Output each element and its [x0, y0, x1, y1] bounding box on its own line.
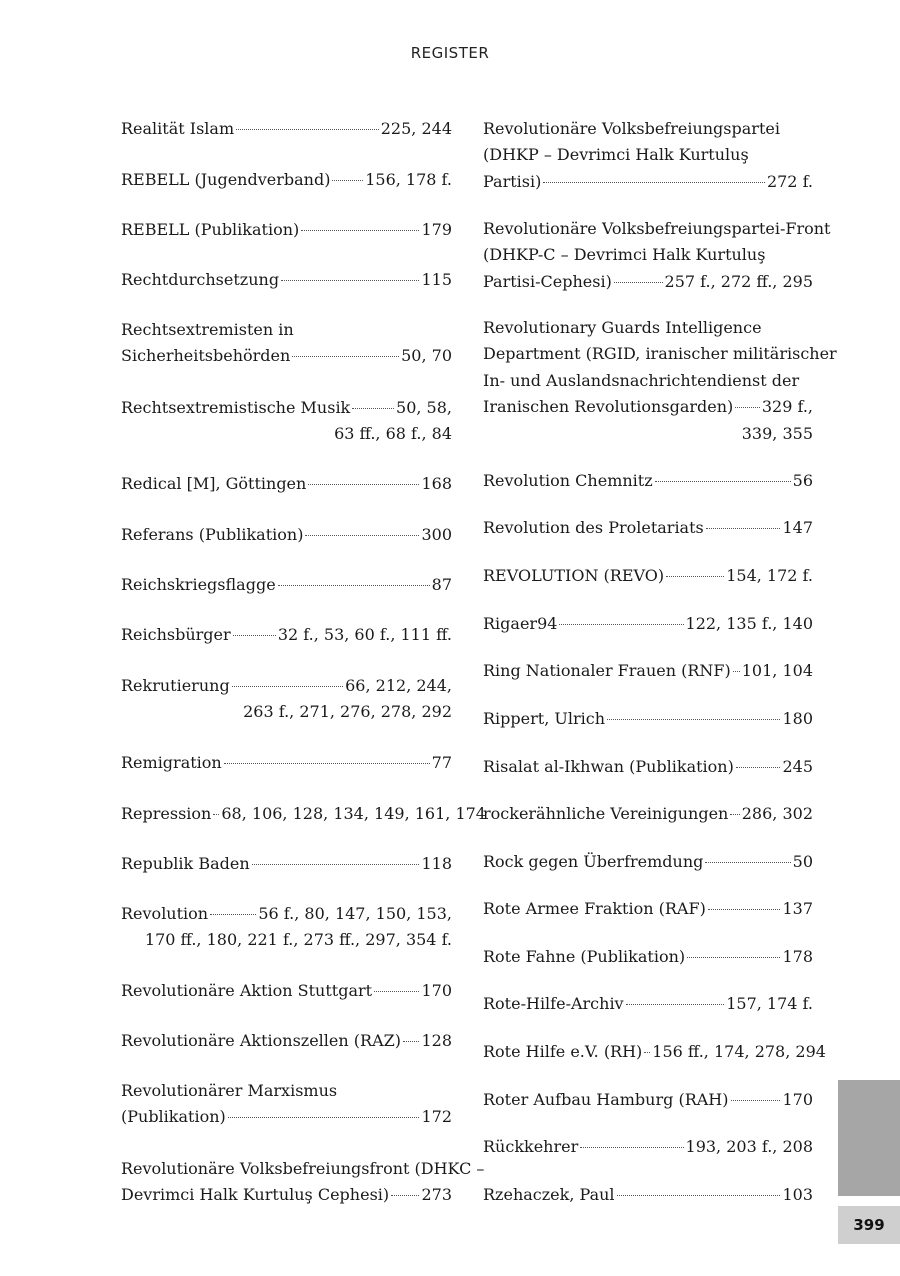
index-term: REBELL (Publikation) — [121, 220, 300, 239]
index-entry — [121, 395, 452, 448]
index-entry — [483, 1134, 813, 1160]
leader-dots — [278, 585, 430, 586]
page-references: 56 — [792, 471, 813, 490]
index-term: Rekrutierung — [121, 676, 230, 695]
index-term: Revolutionäre Volksbefreiungspartei — [483, 119, 780, 138]
index-entry — [121, 217, 452, 243]
page-references: 154, 172 f. — [726, 566, 813, 585]
index-term: Rote-Hilfe-Archiv — [483, 994, 624, 1013]
page-references: 128 — [421, 1031, 452, 1050]
index-term: (Publikation) — [121, 1107, 226, 1127]
index-entry — [483, 315, 837, 447]
page-references: 286, 302 — [741, 804, 813, 823]
index-term: Rock gegen Überfremdung — [483, 852, 704, 871]
index-term: Revolutionäre Volksbefreiungspartei-Front — [483, 219, 831, 238]
index-term: Revolutionärer Marxismus — [121, 1081, 338, 1100]
page-references: 118 — [421, 854, 452, 873]
index-term: Repression — [121, 804, 212, 823]
leader-dots — [281, 280, 419, 281]
index-term: Devrimci Halk Kurtuluş Cephesi) — [121, 1185, 390, 1205]
index-entry — [483, 611, 813, 637]
index-entry — [121, 673, 452, 726]
running-header: REGISTER — [410, 44, 490, 62]
page-references: 147 — [782, 518, 813, 537]
leader-dots — [233, 635, 276, 636]
index-term: Revolutionäre Volksbefreiungsfront (DHKC – — [121, 1159, 485, 1178]
index-entry — [121, 978, 452, 1004]
index-term: Referans (Publikation) — [121, 525, 304, 544]
leader-dots — [733, 671, 740, 672]
page-references: 156 ff., 174, 278, 294 — [652, 1042, 826, 1061]
index-entry — [483, 896, 813, 922]
index-entry — [121, 851, 452, 877]
leader-dots — [580, 1147, 683, 1148]
leader-dots — [352, 408, 394, 409]
index-term: Rote Fahne (Publikation) — [483, 947, 686, 966]
page-references: 193, 203 f., 208 — [685, 1137, 813, 1156]
page-references: 103 — [782, 1185, 813, 1204]
page-references: 101, 104 — [741, 661, 813, 680]
index-entry — [483, 563, 813, 589]
page-references: 178 — [782, 947, 813, 966]
index-entry — [121, 1156, 485, 1209]
index-term: Revolutionäre Aktion Stuttgart — [121, 981, 373, 1000]
page-number: 399 — [838, 1206, 900, 1244]
leader-dots — [236, 129, 379, 130]
index-entry — [483, 216, 831, 295]
leader-dots — [626, 1004, 725, 1005]
index-entry — [121, 1078, 452, 1131]
index-term: Iranischen Revolutionsgarden) — [483, 397, 734, 417]
index-term: Republik Baden — [121, 854, 250, 873]
page-references: 87 — [431, 575, 452, 594]
index-term: In- und Auslandsnachrichtendienst der — [483, 370, 800, 390]
leader-dots — [292, 356, 399, 357]
leader-dots — [374, 991, 419, 992]
thumb-index-tab — [838, 1080, 900, 1196]
index-term: REBELL (Jugendverband) — [121, 170, 331, 189]
index-term: (DHKP – Devrimci Halk Kurtuluş — [483, 145, 749, 165]
index-entry — [121, 267, 452, 293]
page-references: 300 — [421, 525, 452, 544]
page-references: 50 — [792, 852, 813, 871]
page-references: 179 — [421, 220, 452, 239]
index-term: Sicherheitsbehörden — [121, 346, 291, 366]
page-references: 329 f., — [761, 397, 813, 417]
index-term: Partisi) — [483, 171, 542, 191]
leader-dots — [730, 814, 739, 815]
index-term: Ring Nationaler Frauen (RNF) — [483, 661, 731, 680]
index-entry — [121, 572, 452, 598]
index-term: Reichsbürger — [121, 625, 231, 644]
leader-dots — [687, 957, 780, 958]
page-references: 157, 174 f. — [726, 994, 813, 1013]
index-entry — [121, 167, 452, 193]
page-references: 168 — [421, 474, 452, 493]
index-entry — [483, 801, 813, 827]
page-references: 180 — [782, 709, 813, 728]
index-entry — [121, 750, 452, 776]
page-references-continued: 170 ff., 180, 221 f., 273 ff., 297, 354 f. — [144, 930, 452, 950]
index-term: Rote Hilfe e.V. (RH) — [483, 1042, 643, 1061]
index-term: Revolution des Proletariats — [483, 518, 704, 537]
index-term: Realität Islam — [121, 119, 235, 138]
leader-dots — [232, 686, 343, 687]
index-term: Rzehaczek, Paul — [483, 1185, 615, 1204]
index-term: Redical [M], Göttingen — [121, 474, 307, 493]
page-references: 257 f., 272 ff., 295 — [664, 271, 813, 291]
leader-dots — [403, 1041, 419, 1042]
leader-dots — [655, 481, 791, 482]
index-entry — [483, 849, 813, 875]
index-entry — [483, 1182, 813, 1208]
index-term: Rechtsextremistische Musik — [121, 398, 351, 417]
index-entry — [483, 754, 813, 780]
leader-dots — [213, 814, 219, 815]
page-references: 156, 178 f. — [365, 170, 452, 189]
leader-dots — [210, 914, 256, 915]
index-term: Reichskriegsflagge — [121, 575, 276, 594]
page-references: 56 f., 80, 147, 150, 153, — [258, 904, 452, 923]
index-entry — [483, 944, 813, 970]
page-references: 170 — [782, 1090, 813, 1109]
index-entry — [483, 658, 813, 684]
index-entry — [121, 522, 452, 548]
leader-dots — [305, 535, 419, 536]
page-references: 68, 106, 128, 134, 149, 161, 174 — [221, 804, 486, 823]
index-term: Revolution — [121, 904, 209, 923]
page-references: 32 f., 53, 60 f., 111 ff. — [277, 625, 452, 644]
index-entry — [121, 901, 452, 954]
index-term: Rote Armee Fraktion (RAF) — [483, 899, 706, 918]
index-term: Department (RGID, iranischer militärischer — [483, 344, 837, 364]
index-entry — [121, 801, 486, 827]
index-entry — [483, 706, 813, 732]
index-term: Roter Aufbau Hamburg (RAH) — [483, 1090, 729, 1109]
leader-dots — [607, 719, 780, 720]
index-term: Revolutionäre Aktionszellen (RAZ) — [121, 1031, 401, 1050]
page-references: 245 — [782, 757, 813, 776]
index-term: Revolution Chemnitz — [483, 471, 653, 490]
leader-dots — [391, 1195, 419, 1196]
index-term: REVOLUTION (REVO) — [483, 566, 665, 585]
page-references: 225, 244 — [380, 119, 452, 138]
index-entry — [483, 515, 813, 541]
leader-dots — [543, 182, 765, 183]
index-entry — [483, 468, 813, 494]
page-references: 50, 58, — [396, 398, 452, 417]
page-references-continued: 339, 355 — [741, 423, 813, 443]
page-references: 122, 135 f., 140 — [685, 614, 813, 633]
leader-dots — [708, 909, 781, 910]
index-entry — [483, 1039, 826, 1065]
page-references: 50, 70 — [401, 346, 452, 366]
index-term: (DHKP-C – Devrimci Halk Kurtuluş — [483, 245, 766, 265]
index-term: Rechtsextremisten in — [121, 320, 294, 339]
page-references: 170 — [421, 981, 452, 1000]
page-references: 77 — [431, 753, 452, 772]
index-term: Partisi-Cephesi) — [483, 271, 612, 291]
leader-dots — [705, 862, 790, 863]
leader-dots — [308, 484, 419, 485]
index-entry — [483, 1087, 813, 1113]
page-references: 172 — [421, 1107, 452, 1127]
index-entry — [121, 471, 452, 497]
index-term: Revolutionary Guards Intelligence — [483, 318, 762, 337]
index-entry — [483, 116, 813, 195]
leader-dots — [706, 528, 781, 529]
leader-dots — [559, 624, 683, 625]
index-term: Risalat al-Ikhwan (Publikation) — [483, 757, 734, 776]
page-references: 115 — [421, 270, 452, 289]
page-references: 273 — [421, 1185, 452, 1205]
page-references-continued: 63 ff., 68 f., 84 — [334, 424, 452, 444]
page-references: 272 f. — [766, 171, 813, 191]
page-references: 66, 212, 244, — [345, 676, 452, 695]
leader-dots — [301, 230, 419, 231]
leader-dots — [735, 407, 760, 408]
leader-dots — [224, 763, 430, 764]
index-term: Rippert, Ulrich — [483, 709, 605, 728]
index-entry — [121, 317, 452, 370]
leader-dots — [731, 1100, 781, 1101]
index-term: rockerähnliche Vereinigungen — [483, 804, 729, 823]
index-term: Remigration — [121, 753, 222, 772]
leader-dots — [614, 282, 663, 283]
page-references: 137 — [782, 899, 813, 918]
page-references-continued: 263 f., 271, 276, 278, 292 — [243, 702, 452, 722]
index-term: Rückkehrer — [483, 1137, 579, 1156]
index-entry — [121, 1028, 452, 1054]
index-term: Rigaer94 — [483, 614, 558, 633]
leader-dots — [736, 767, 781, 768]
leader-dots — [228, 1117, 420, 1118]
leader-dots — [332, 180, 363, 181]
leader-dots — [666, 576, 724, 577]
leader-dots — [252, 864, 420, 865]
index-entry — [121, 622, 452, 648]
index-entry — [121, 116, 452, 142]
leader-dots — [644, 1052, 650, 1053]
leader-dots — [617, 1195, 781, 1196]
index-entry — [483, 991, 813, 1017]
index-term: Rechtdurchsetzung — [121, 270, 280, 289]
